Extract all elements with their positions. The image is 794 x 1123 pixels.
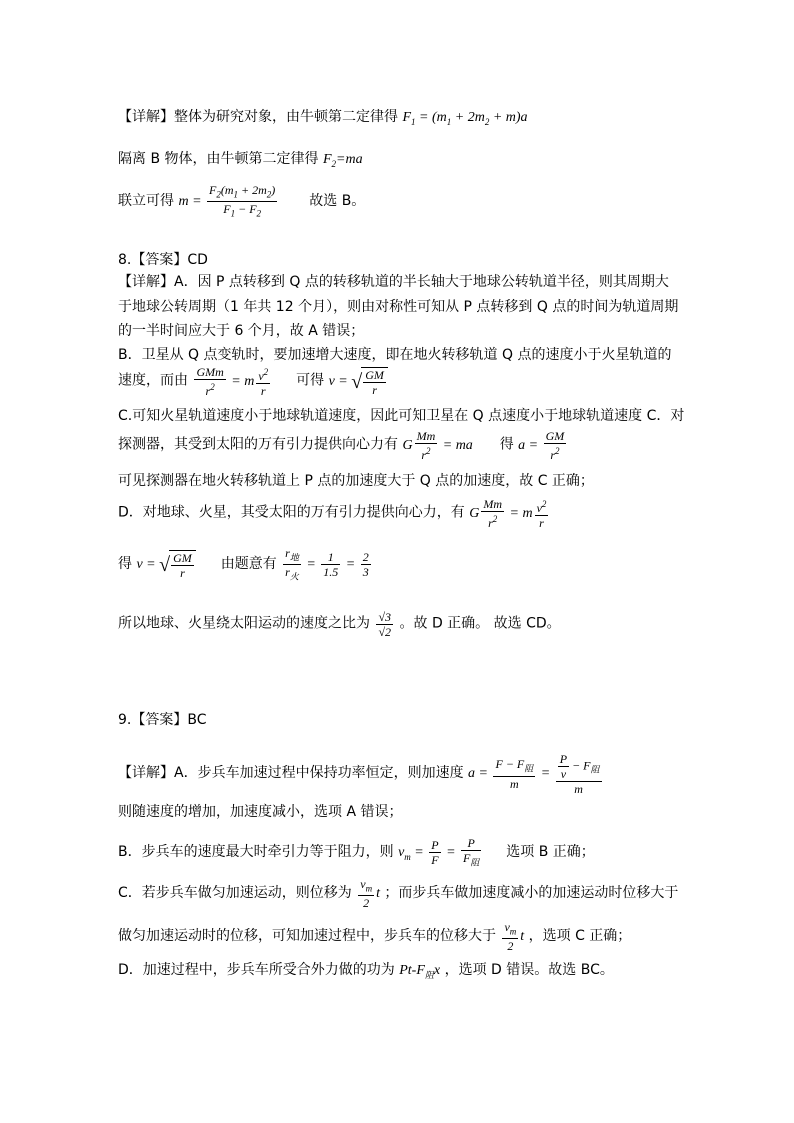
formula-v2: v = √ $\frac{GM}{r}$ — [136, 557, 195, 572]
formula-displacement-2: $\frac{v_m}{2}$ t — [504, 920, 525, 954]
q8-a1: 【详解】A．因 P 点转移到 Q 点的转移轨道的半长轴大于地球公转轨道半径，则其周期大 — [118, 274, 669, 290]
formula-gravity-v2: G $\frac{Mm}{r^2}$ = m $\frac{v^2}{r}$ — [469, 497, 547, 530]
q8-b2-pre: 速度，而由 — [118, 372, 188, 389]
q9-c2 — [118, 920, 631, 953]
formula-speed-ratio: $\frac{√3}{√2}$ — [378, 610, 392, 639]
formula-gravity-v: $\frac{\text{GMm}}{r^2}$ = m $\frac{v^2}{r}$ — [196, 365, 269, 398]
p1-line3-text: 联立可得 — [118, 193, 174, 210]
q8-d2-pre: 得 — [118, 556, 132, 573]
q9-c1-tail: ；而步兵车做加速度减小的加速运动时位移大于 — [384, 884, 679, 901]
q8-a3: 的一半时间应大于 6 个月，故 A 错误； — [118, 323, 365, 339]
q9-c1 — [118, 877, 678, 910]
q8-d2-mid: 由题意有 — [220, 556, 277, 573]
formula-gravity-a: G $\frac{Mm}{r^2}$ = ma — [402, 429, 473, 462]
q8-c1: C.可知火星轨道速度小于地球轨道速度，因此可知卫星在 Q 点速度小于地球轨道速度 C．对 — [118, 408, 685, 424]
p1-line3-tail: 故选 B。 — [309, 193, 366, 210]
formula-ratio: $\frac{r_地}{r_火}$ = $\frac{1}{1.5}$ = $\frac{2}{3}$ — [285, 546, 369, 582]
q9-c2-tail: ，选项 C 正确； — [528, 927, 632, 944]
formula-f2: $F_2=ma$ — [322, 152, 363, 169]
p1-line2 — [118, 149, 363, 174]
q9-d1-tail: ，选项 D 错误。故选 BC。 — [444, 962, 614, 978]
formula-a: a = $\frac{GM}{r^2}$ — [518, 429, 565, 462]
q8-c2 — [118, 429, 568, 462]
q9-a1-pre: 【详解】A．步兵车加速过程中保持功率恒定，则加速度 — [118, 765, 464, 782]
detail-label: 【详解】 — [118, 109, 174, 125]
formula-m: m = $\frac{F_2(m_1 + 2m_2)}{F_1 - F_2}$ — [178, 183, 276, 219]
p1-line2-text: 隔离 B 物体，由牛顿第二定律得 — [118, 151, 319, 167]
q8-d1-pre: D．对地球、火星，其受太阳的万有引力提供向心力，有 — [118, 504, 465, 521]
q9-answer: 9.【答案】BC — [118, 712, 207, 728]
formula-displacement: $\frac{v_m}{2}$ t — [360, 877, 380, 911]
q8-c2-mid: 得 — [499, 436, 514, 453]
q9-d1-pre: D．加速过程中，步兵车所受合外力做的功为 — [118, 962, 395, 978]
q8-d1 — [118, 497, 550, 530]
q9-b1 — [118, 836, 595, 869]
q9-b1-pre: B．步兵车的速度最大时牵引力等于阻力，则 — [118, 843, 394, 860]
q8-a2: 于地球公转周期（1 年共 12 个月），则由对称性可知从 P 点转移到 Q 点的时间为轨道周期 — [118, 299, 679, 315]
q9-c2-pre: 做匀加速运动时的位移，可知加速过程中，步兵车的位移大于 — [118, 927, 496, 944]
p1-line1 — [118, 107, 528, 132]
q9-d1 — [118, 960, 614, 985]
q8-d2 — [118, 546, 373, 584]
q8-e1-pre: 所以地球、火星绕太阳运动的速度之比为 — [118, 615, 370, 632]
formula-v: v = √ $\frac{GM}{r}$ — [329, 374, 388, 389]
q8-b2 — [118, 365, 388, 398]
formula-accel: a = $\frac{F - F_阻}{m}$ = $\frac{P}{v}$ − $F_阻$ m — [468, 752, 600, 796]
q9-a1 — [118, 752, 604, 796]
q8-b2-mid: 可得 — [296, 372, 325, 389]
formula-f1: $F_1 = (m_1 + 2m_2 + m)a$ — [402, 110, 528, 127]
q8-c2-pre: 探测器，其受到太阳的万有引力提供向心力有 — [118, 436, 398, 453]
q8-b1: B．卫星从 Q 点变轨时，要加速增大速度，即在地火转移轨道 Q 点的速度小于火星轨道的 — [118, 347, 672, 363]
q8-e1-tail: 。故 D 正确。 故选 CD。 — [399, 615, 561, 632]
p1-line1-text: 整体为研究对象，由牛顿第二定律得 — [174, 109, 398, 125]
formula-work: $Pt-F_阻x$ — [399, 963, 441, 980]
formula-vm: $v_m$ = $\frac{P}{F}$ = $\frac{P}{F_阻}$ — [398, 836, 480, 868]
q9-c1-pre: C．若步兵车做匀加速运动，则位移为 — [118, 884, 352, 901]
q8-e1 — [118, 610, 561, 639]
q8-answer: 8.【答案】CD — [118, 252, 208, 268]
p1-line3 — [118, 183, 365, 221]
q9-a2: 则随速度的增加，加速度减小，选项 A 错误； — [118, 804, 403, 820]
q9-b1-tail: 选项 B 正确； — [506, 843, 595, 860]
q8-c3: 可见探测器在地火转移轨道上 P 点的加速度大于 Q 点的加速度，故 C 正确； — [118, 473, 594, 489]
